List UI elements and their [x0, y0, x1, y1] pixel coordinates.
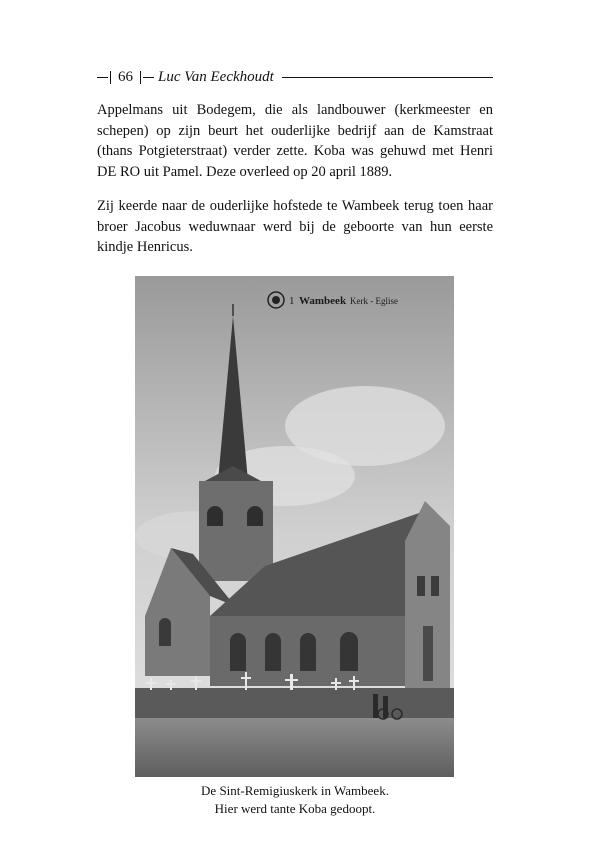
- body-paragraph-2: Zij keerde naar de ouderlijke hofstede te Wambeek terug toen haar broer Jacobus weduwnaar werd bij de geboorte van hun eerste kindje Henricus.: [97, 198, 493, 255]
- header-bar-right: [140, 71, 141, 84]
- header-dash-right: [143, 77, 154, 78]
- running-header: [97, 66, 493, 88]
- church-illustration: [135, 276, 454, 777]
- body-paragraph-1: Appelmans uit Bodegem, die als landbouwer (kerkmeester en schepen) op zijn beurt het ouderlijke bedrijf aan de Kamstraat (thans Potgieterstraat) verder zette. Koba was gehuwd met Henri DE RO uit Pamel. Deze overleed op 20 april 1889.: [97, 102, 493, 180]
- page-number: 66: [118, 68, 133, 85]
- postcard-subtitle: Kerk - Eglise: [350, 296, 398, 306]
- header-bar-left: [110, 71, 111, 84]
- caption-line-1: De Sint-Remigiuskerk in Wambeek.: [201, 783, 389, 798]
- header-dash-left: [97, 77, 108, 78]
- church-photograph: [135, 276, 454, 777]
- postcard-place: Wambeek: [299, 295, 347, 307]
- header-author: Luc Van Eeckhoudt: [158, 68, 274, 85]
- church-tower: [199, 481, 273, 581]
- caption-line-2: Hier werd tante Koba gedoopt.: [214, 801, 376, 816]
- road: [135, 718, 454, 777]
- postcard-number: 1: [289, 295, 295, 307]
- cemetery-wall: [135, 688, 454, 718]
- photo-caption: [97, 782, 493, 818]
- header-rule: [282, 77, 493, 78]
